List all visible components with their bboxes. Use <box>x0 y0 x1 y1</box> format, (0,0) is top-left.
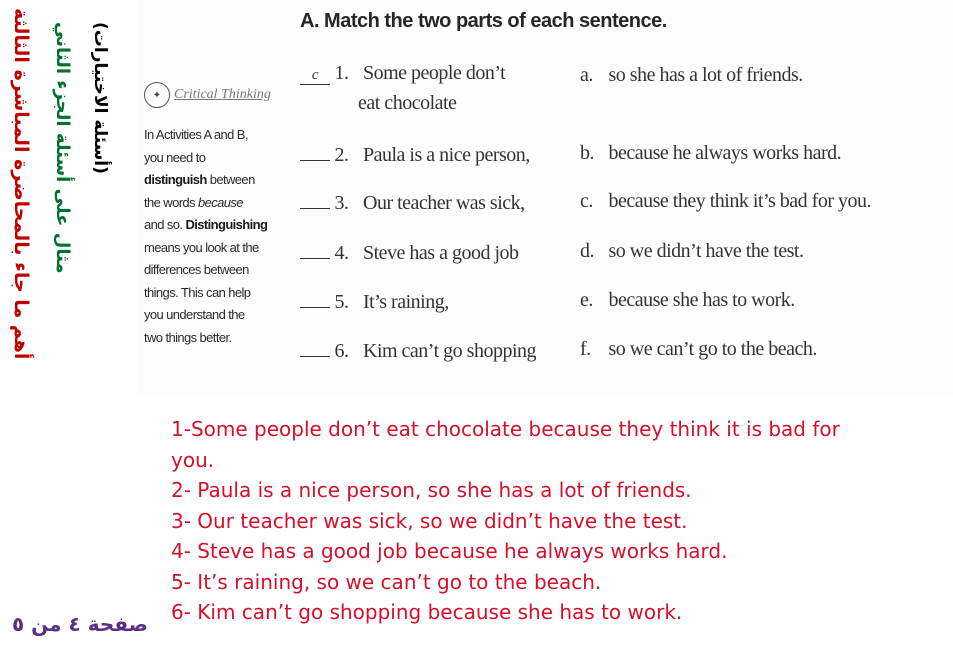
item-number: 2. <box>334 144 349 166</box>
critical-thinking-box <box>144 82 272 349</box>
match-right-item-a <box>580 64 803 87</box>
ct-text: the words <box>144 194 198 210</box>
item-number: 6. <box>334 340 349 362</box>
item-number: 3. <box>334 192 349 214</box>
ct-line: In Activities A and B, <box>144 127 248 142</box>
ct-line <box>144 214 272 237</box>
match-left-item-1-cont <box>358 92 456 115</box>
option-text: so we can’t go to the beach. <box>608 338 817 360</box>
ct-text: between <box>206 172 255 187</box>
ct-line: things. This can help <box>144 284 251 300</box>
item-number: 5. <box>334 291 349 313</box>
match-right-item-b <box>580 142 841 165</box>
option-letter: e. <box>580 289 593 311</box>
side-label-example: مثال على أسئلة الجزء الثاني <box>52 22 73 274</box>
item-text: eat chocolate <box>358 92 457 114</box>
ct-line <box>144 169 272 192</box>
ct-line: you understand the <box>144 307 245 322</box>
match-left-item-3 <box>300 190 525 215</box>
ct-line: you need to <box>144 149 206 165</box>
critical-thinking-title: Critical Thinking <box>174 87 271 102</box>
side-label-question-type: (أسئلة الاختيارات) <box>90 22 110 174</box>
worksheet-heading: A. Match the two parts of each sentence. <box>300 10 667 32</box>
answer-line: 3- Our teacher was sick, so we didn’t have the test. <box>171 508 688 533</box>
item-number: 4. <box>334 242 349 264</box>
item-text: It’s raining, <box>363 291 449 313</box>
item-text: Paula is a nice person, <box>363 144 530 166</box>
option-text: because he always works hard. <box>608 142 842 164</box>
option-text: so we didn’t have the test. <box>608 240 804 262</box>
answer-blank[interactable] <box>300 338 330 357</box>
answer-line: 4- Steve has a good job because he always works hard. <box>171 539 728 563</box>
critical-thinking-title-row <box>144 82 272 108</box>
option-text: because they think it’s bad for you. <box>608 190 871 212</box>
answer-blank[interactable] <box>300 289 330 308</box>
ct-text: and so. <box>144 217 186 232</box>
option-letter: b. <box>580 142 594 164</box>
answer-line: 6- Kim can’t go shopping because she has to work. <box>171 600 683 624</box>
option-text: because she has to work. <box>608 289 795 311</box>
ct-bold-word: distinguish <box>144 172 207 187</box>
option-text: so she has a lot of friends. <box>608 64 803 86</box>
item-text: Steve has a good job <box>363 242 519 264</box>
match-left-item-2 <box>300 142 530 167</box>
ct-line <box>144 192 272 215</box>
option-letter: d. <box>580 240 594 262</box>
ct-line: means you look at the <box>144 239 259 255</box>
match-left-item-1 <box>300 62 505 85</box>
ct-bold-word: Distinguishing <box>185 217 268 232</box>
answer-line: 5- It’s raining, so we can’t go to the beach. <box>171 569 602 594</box>
ct-italic-word: because <box>197 194 243 210</box>
answer-line: 2- Paula is a nice person, so she has a lot of friends. <box>171 478 692 502</box>
option-letter: c. <box>580 190 593 212</box>
answer-key <box>171 414 871 628</box>
match-left-item-5 <box>300 289 449 314</box>
item-text: Some people don’t <box>363 62 506 84</box>
side-label-lecture: أهم ما جاء بالمحاضرة المباشرة الثالثة <box>10 8 32 360</box>
item-number: 1. <box>334 62 349 84</box>
ct-line: differences between <box>144 262 249 277</box>
match-left-item-4 <box>300 240 519 265</box>
worksheet-scan <box>138 0 953 395</box>
ct-line: two things better. <box>144 329 232 345</box>
match-right-item-e <box>580 289 795 312</box>
item-text: Our teacher was sick, <box>363 192 525 214</box>
answer-line: 1-Some people don’t eat chocolate because they think it is bad for you. <box>171 417 840 472</box>
answer-blank[interactable] <box>300 240 330 259</box>
item-text: Kim can’t go shopping <box>363 340 537 362</box>
match-right-item-d <box>580 240 803 263</box>
page-number: صفحة ٤ من ٥ <box>12 612 148 636</box>
option-letter: a. <box>580 64 593 86</box>
match-right-item-c <box>580 190 871 213</box>
option-letter: f. <box>580 338 591 360</box>
lightbulb-icon: ✦ <box>144 82 170 108</box>
answer-blank[interactable]: c <box>300 66 330 85</box>
answer-blank[interactable] <box>300 190 330 209</box>
critical-thinking-body <box>144 124 272 349</box>
match-right-item-f <box>580 338 817 361</box>
match-left-item-6 <box>300 338 536 363</box>
answer-blank[interactable] <box>300 142 330 161</box>
